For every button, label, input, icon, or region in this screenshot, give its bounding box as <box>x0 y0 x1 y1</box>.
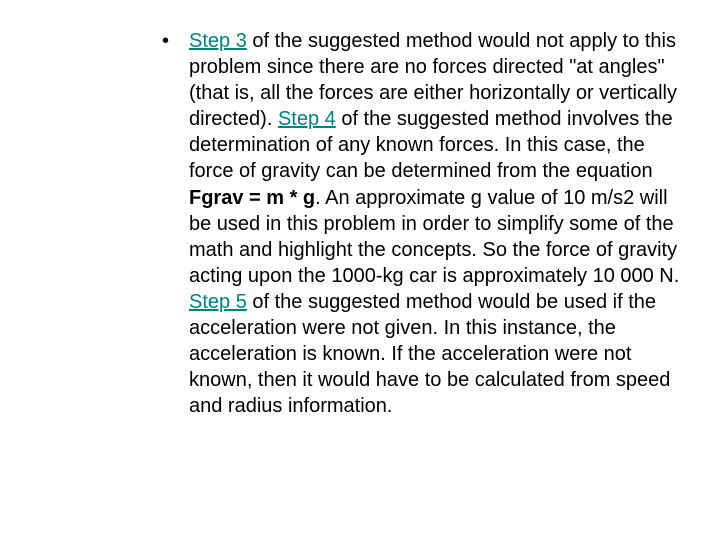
text-segment: of the suggested method would be used if the acceleration were not given. In this instance, the acceleration is known. If the acceleration were not known, then it would have to be calculated from speed and radius information. <box>189 290 671 418</box>
bullet-text <box>189 28 692 419</box>
step-5-link[interactable]: Step 5 <box>189 290 247 313</box>
step-3-link[interactable]: Step 3 <box>189 30 247 52</box>
gravity-equation: Fgrav = m * g <box>189 186 316 209</box>
text-segment: of the suggested method involves the determination of any known forces. In this case, the force of gravity can be determined from the equation <box>189 108 673 183</box>
bullet-marker: • <box>162 30 170 52</box>
step-4-link[interactable]: Step 4 <box>277 108 336 131</box>
bullet-item <box>162 28 692 419</box>
text-segment: . An approximate g value of 10 m/s2 will be used in this problem in order to simplify some of the math and highlight the concepts. So the force of gravity acting upon the 1000-kg car is approximately 10 000 N. <box>189 186 680 287</box>
text-segment: of the suggested method would not apply to this problem since there are no forces directed "at angles" (that is, all the forces are either horizontally or vertically directed). <box>189 30 677 131</box>
